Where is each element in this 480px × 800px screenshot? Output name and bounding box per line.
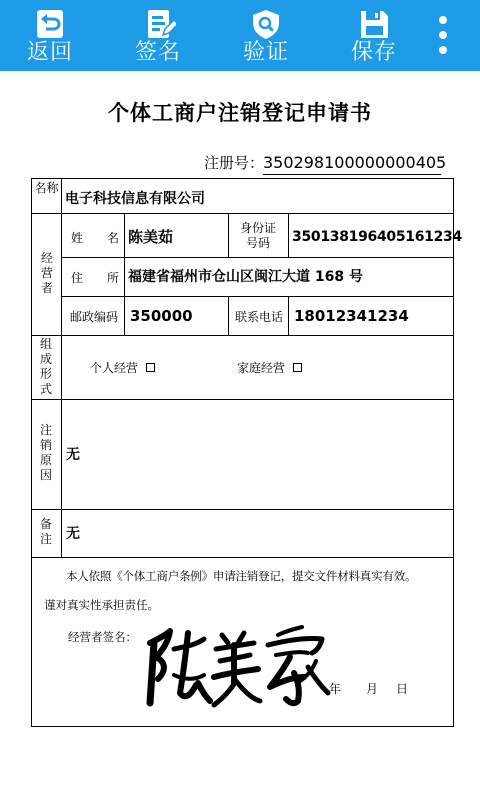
option-individual[interactable]	[90, 359, 155, 377]
date-year-label: 年	[329, 682, 342, 696]
date-month-label: 月	[366, 682, 379, 696]
operator-section-label: 经营者	[40, 251, 53, 295]
toolbar	[0, 0, 480, 71]
verify-button[interactable]	[226, 0, 306, 71]
reason-label: 注销原因	[39, 423, 52, 482]
address-label: 住 所	[70, 271, 119, 285]
phone-label: 联系电话	[234, 310, 283, 324]
registration-label: 注册号：	[204, 154, 265, 172]
save-label: 保存	[350, 40, 397, 65]
company-name-value: 电子科技信息有限公司	[65, 191, 205, 207]
document-title: 个体工商户注销登记申请书	[108, 101, 372, 125]
family-checkbox[interactable]	[293, 363, 302, 372]
option-individual-label: 个人经营	[90, 361, 139, 375]
sign-label: 签名	[134, 40, 181, 65]
back-button[interactable]	[10, 0, 90, 71]
remark-label: 备注	[39, 517, 52, 546]
id-number-label: 身份证号码	[239, 221, 276, 250]
declaration-line-1: 本人依照《个体工商户条例》申请注销登记，提交文件材料真实有效。	[66, 569, 417, 583]
individual-checkbox[interactable]	[146, 363, 155, 372]
option-family[interactable]	[237, 359, 302, 377]
back-label: 返回	[26, 40, 73, 65]
sign-button[interactable]	[118, 0, 198, 71]
sign-document-icon	[144, 8, 176, 40]
declaration-line-2: 谨对真实性承担责任。	[44, 598, 159, 612]
operator-name-value: 陈美茹	[128, 228, 174, 246]
postcode-value: 350000	[130, 307, 193, 325]
registration-number: 350298100000000405	[263, 152, 441, 175]
reason-value: 无	[66, 447, 80, 463]
composition-label: 组成形式	[39, 337, 52, 396]
option-family-label: 家庭经营	[237, 361, 286, 375]
handwritten-signature	[144, 621, 334, 711]
save-button[interactable]	[334, 0, 414, 71]
save-disk-icon	[358, 8, 390, 40]
remark-value: 无	[66, 526, 80, 542]
date-day-label: 日	[396, 682, 409, 696]
name-field-label: 名称	[34, 181, 59, 195]
id-number-value: 350138196405161234	[292, 229, 462, 245]
signature-label: 经营者签名：	[68, 630, 137, 644]
operator-name-label: 姓 名	[70, 231, 119, 245]
return-icon	[34, 8, 66, 40]
phone-value: 18012341234	[294, 307, 409, 325]
more-menu-icon[interactable]	[426, 12, 460, 58]
application-form-table	[31, 178, 462, 727]
shield-search-icon	[250, 8, 282, 40]
postcode-label: 邮政编码	[69, 310, 118, 324]
verify-label: 验证	[242, 40, 289, 65]
address-value: 福建省福州市仓山区闽江大道 168 号	[128, 269, 363, 285]
